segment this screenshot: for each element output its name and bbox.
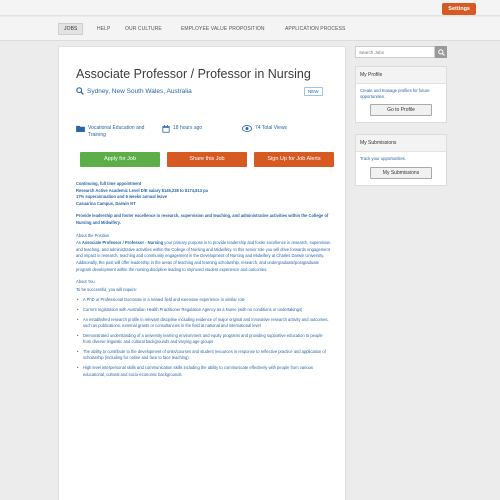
settings-button[interactable]: Settings — [442, 3, 476, 15]
job-alerts-button[interactable]: Sign Up for Job Alerts — [254, 152, 334, 167]
summary-line: Research Active Academic Level D/E salary $145,238 to $174,813 pa — [76, 187, 208, 193]
new-badge: NEW — [304, 87, 323, 96]
position-title: Associate Professor / Professor - Nursing — [81, 240, 164, 246]
list-item: • An established research profile in relevant discipline including evidence of major original and innovative research activity and outcomes, such as publications, external grants or consultancies in the field at national and international level — [76, 317, 331, 330]
nav-item-help[interactable]: HELP — [97, 26, 111, 32]
summary-line: Casuarina Campus, Darwin NT — [76, 200, 136, 206]
summary-line: 17% superannuation and 6 weeks annual leave — [76, 194, 168, 200]
job-category-text[interactable]: Vocational Education and Training — [88, 125, 145, 138]
job-location-text: Sydney, New South Wales, Australia — [87, 87, 192, 95]
job-intro: Provide leadership and foster excellence in research, supervision and teaching, and administrative activities within the College of Nursing and Midwifery. — [76, 213, 329, 225]
search-location-icon — [76, 87, 84, 95]
list-item: • Current registration with Australian Health Practitioner Regulation Agency as a Nurse (with no conditions or undertakings) — [76, 307, 331, 314]
nav-item-our-culture[interactable]: OUR CULTURE — [125, 26, 162, 32]
top-bar — [0, 0, 500, 16]
my-profile-heading: My Profile — [356, 67, 446, 84]
about-you-heading: About You — [76, 279, 95, 285]
search-button[interactable] — [435, 46, 447, 58]
main-nav — [0, 17, 500, 41]
job-posted — [162, 125, 202, 133]
apply-for-job-button[interactable]: Apply for Job — [80, 152, 160, 167]
my-submissions-heading: My Submissions — [356, 135, 446, 152]
job-views-text: 74 Total Views — [255, 125, 288, 131]
my-submissions-text: Track your opportunities. — [360, 156, 406, 161]
nav-item-evp[interactable]: EMPLOYEE VALUE PROPOSITION — [181, 26, 265, 32]
go-to-profile-button[interactable]: Go to Profile — [370, 104, 432, 116]
list-item: • The ability to contribute to the development of units/courses and student resources in response to reflective practice and application of scholarship (including for online and face to face teaching). — [76, 349, 331, 362]
my-submissions-panel — [355, 134, 447, 186]
list-item: • Demonstrated understanding of a university learning environment and equity programs and providing supportive education to people from diverse linguistic and cultural backgrounds and varying age groups — [76, 333, 331, 346]
my-profile-text: Create and manage profiles for future opportunities. — [360, 88, 430, 99]
calendar-icon — [162, 125, 170, 133]
summary-line: Continuing, full time appointment — [76, 181, 142, 186]
search-icon — [438, 49, 445, 56]
my-submissions-button[interactable]: My Submissions — [370, 167, 432, 179]
list-item: • A PhD or Professional Doctorate in a related field and extensive experience in similar role — [76, 297, 331, 304]
list-item: • High level interpersonal skills and communication skills including the ability to communicate effectively with people from various educational, cultural and socio-economic backgrounds — [76, 365, 331, 378]
nav-item-application-process[interactable]: APPLICATION PROCESS — [285, 26, 346, 32]
about-you-intro: To be successful, you will require: — [76, 286, 137, 292]
job-views — [242, 125, 287, 132]
job-summary — [76, 181, 331, 207]
job-location — [76, 87, 192, 95]
job-title: Associate Professor / Professor in Nursing — [76, 67, 311, 81]
job-description — [76, 181, 331, 381]
eye-icon — [242, 125, 252, 132]
share-job-button[interactable]: Share this Job — [167, 152, 247, 167]
position-text: your primary purpose is to provide leadership and foster excellence in research, supervision and teaching, and administrative activities within the College of Nursing and Midwifery. In this senior role you will drive forwards engagement and impact in research, teaching and community engagement in the Development of Nursing and Midwifery at Charles Darwin University. Additionally, the post will offer leadership in the areas of teaching and learning scholarship, research, and undergraduate/postgraduate program development within the nursing discipline leading to improved student experience and outcomes. — [76, 240, 331, 272]
position-heading: About the Position — [76, 232, 110, 238]
folder-icon — [76, 125, 85, 132]
requirements-list — [76, 297, 331, 378]
job-category — [76, 125, 158, 139]
my-profile-panel — [355, 66, 447, 123]
nav-item-jobs[interactable]: JOBS — [58, 23, 83, 35]
job-posted-text: 18 hours ago — [173, 125, 203, 131]
position-prefix: As — [76, 240, 82, 246]
position-paragraph — [76, 240, 331, 273]
job-card — [58, 46, 346, 500]
search-jobs-input[interactable] — [355, 46, 435, 58]
